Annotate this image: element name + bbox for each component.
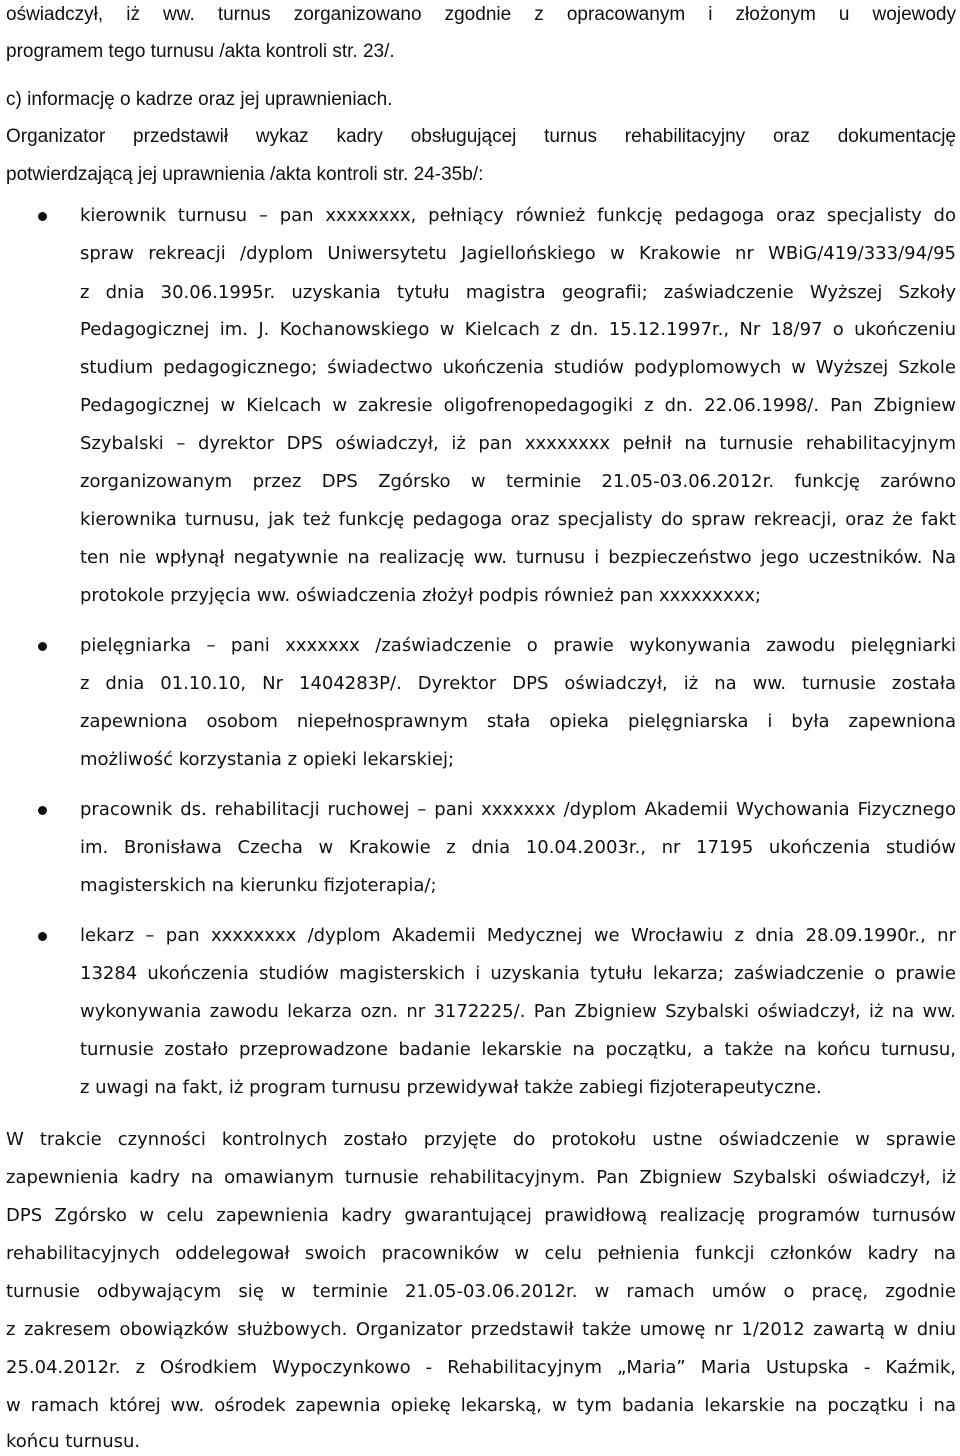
text-line: im. Bronisława Czecha w Krakowie z dnia 10.04.2003r., nr 17195 ukończenia studiów [80, 837, 956, 858]
text-line: 13284 ukończenia studiów magisterskich i uzyskania tytułu lekarza; zaświadczenie o prawie [80, 963, 956, 984]
text-line: zapewniona osobom niepełnosprawnym stała opieka pielęgniarska i była zapewniona [80, 711, 956, 732]
text-line: 25.04.2012r. z Ośrodkiem Wypoczynkowo - Rehabilitacyjnym „Maria” Maria Ustupska - Kaźmik, [6, 1357, 956, 1378]
text-line: spraw rekreacji /dyplom Uniwersytetu Jagiellońskiego w Krakowie nr WBiG/419/333/94/95 [80, 243, 956, 264]
text-line: programem tego turnusu /akta kontroli str. 23/. [6, 41, 395, 62]
bullet-icon [38, 212, 47, 221]
text-line: Szybalski – dyrektor DPS oświadczył, iż pan xxxxxxxx pełnił na turnusie rehabilitacyjnym [80, 433, 956, 454]
text-line: zapewnienia kadry na omawianym turnusie rehabilitacyjnym. Pan Zbigniew Szybalski oświadczył, iż [6, 1167, 956, 1188]
text-line: oświadczył, iż ww. turnus zorganizowano zgodnie z opracowanym i złożonym u wojewody [6, 4, 956, 25]
text-line: z dnia 01.10.10, Nr 1404283P/. Dyrektor DPS oświadczył, iż na ww. turnusie została [80, 673, 956, 694]
text-line: z dnia 30.06.1995r. uzyskania tytułu magistra geografii; zaświadczenie Wyższej Szkoły [80, 282, 956, 303]
text-line: możliwość korzystania z opieki lekarskiej; [80, 749, 455, 770]
text-line: magisterskich na kierunku fizjoterapia/; [80, 875, 437, 896]
bullet-icon [38, 932, 47, 941]
text-line: lekarz – pan xxxxxxxx /dyplom Akademii Medycznej we Wrocławiu z dnia 28.09.1990r., nr [80, 925, 956, 946]
text-line: pracownik ds. rehabilitacji ruchowej – pani xxxxxxx /dyplom Akademii Wychowania Fizycznego [80, 799, 956, 820]
text-line: Organizator przedstawił wykaz kadry obsługującej turnus rehabilitacyjny oraz dokumentację [6, 126, 956, 147]
text-line: z zakresem obowiązków służbowych. Organizator przedstawił także umowę nr 1/2012 zawartą w dniu [6, 1319, 956, 1340]
text-line: DPS Zgórsko w celu zapewnienia kadry gwarantującej prawidłową realizację programów turnusów [6, 1205, 956, 1226]
text-line: rehabilitacyjnych oddelegował swoich pracowników w celu pełnienia funkcji członków kadry na [6, 1243, 956, 1264]
text-line: W trakcie czynności kontrolnych zostało przyjęte do protokołu ustne oświadczenie w sprawie [6, 1129, 956, 1150]
text-line: Pedagogicznej w Kielcach w zakresie oligofrenopedagogiki z dn. 22.06.1998/. Pan Zbigniew [80, 395, 956, 416]
section-heading: c) informację o kadrze oraz jej uprawnieniach. [6, 89, 393, 110]
text-line: kierownik turnusu – pan xxxxxxxx, pełniący również funkcję pedagoga oraz specjalisty do [80, 205, 956, 226]
text-line: pielęgniarka – pani xxxxxxx /zaświadczenie o prawie wykonywania zawodu pielęgniarki [80, 635, 956, 656]
text-line: potwierdzającą jej uprawnienia /akta kontroli str. 24-35b/: [6, 164, 484, 185]
text-line: turnusie zostało przeprowadzone badanie lekarskie na początku, a także na końcu turnusu, [80, 1039, 956, 1060]
text-line: kierownika turnusu, jak też funkcję pedagoga oraz specjalisty do spraw rekreacji, oraz że fakt [80, 509, 956, 530]
text-line: studium pedagogicznego; świadectwo ukończenia studiów podyplomowych w Wyższej Szkole [80, 357, 956, 378]
text-line: wykonywania zawodu lekarza ozn. nr 3172225/. Pan Zbigniew Szybalski oświadczył, iż na ww. [80, 1001, 956, 1022]
text-line: protokole przyjęcia ww. oświadczenia złożył podpis również pan xxxxxxxxx; [80, 585, 761, 606]
text-line: Pedagogicznej im. J. Kochanowskiego w Kielcach z dn. 15.12.1997r., Nr 18/97 o ukończeniu [80, 319, 956, 340]
text-line: zorganizowanym przez DPS Zgórsko w terminie 21.05-03.06.2012r. funkcję zarówno [80, 471, 956, 492]
bullet-icon [38, 642, 47, 651]
text-line: ten nie wpłynął negatywnie na realizację ww. turnusu i bezpieczeństwo jego uczestników. Na [80, 547, 956, 568]
text-line: końcu turnusu. [6, 1431, 141, 1452]
bullet-icon [38, 806, 47, 815]
text-line: z uwagi na fakt, iż program turnusu przewidywał także zabiegi fizjoterapeutyczne. [80, 1077, 822, 1098]
text-line: w ramach której ww. ośrodek zapewnia opiekę lekarską, w tym badania lekarskie na początku i na [6, 1395, 956, 1416]
text-line: turnusie odbywającym się w terminie 21.05-03.06.2012r. w ramach umów o pracę, zgodnie [6, 1281, 956, 1302]
